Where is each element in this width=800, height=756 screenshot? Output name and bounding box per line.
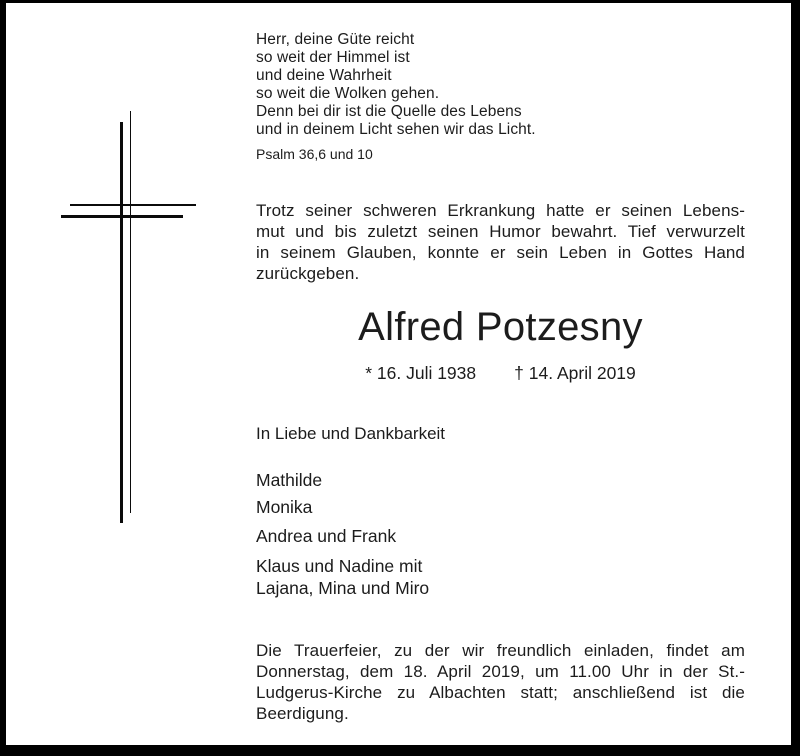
intro-line: zurückgeben. — [256, 264, 360, 283]
intro-line: Trotz seiner schweren Erkrankung hatte er seinen Lebens- — [256, 201, 745, 220]
psalm-citation: Psalm 36,6 und 10 — [256, 146, 373, 162]
deceased-name: Alfred Potzesny — [358, 305, 643, 349]
cross-horizontal-thin-line — [70, 204, 196, 206]
psalm-line: Herr, deine Güte reicht — [256, 31, 415, 48]
intro-line: in seinem Glauben, konnte er sein Leben in Gottes Hand — [256, 243, 745, 262]
intro-paragraph — [256, 200, 745, 284]
birth-date: * 16. Juli 1938 — [365, 363, 477, 383]
psalm-quote — [256, 31, 536, 139]
psalm-line: so weit der Himmel ist — [256, 49, 410, 66]
intro-line: mut und bis zuletzt seinen Humor bewahrt. Tief verwurzelt — [256, 222, 745, 241]
funeral-line: Donnerstag, dem 18. April 2019, um 11.00 Uhr in der St.- — [256, 662, 745, 681]
funeral-line: Beerdigung. — [256, 704, 349, 723]
cross-horizontal-thick-line — [61, 215, 183, 218]
mourner-list — [256, 471, 429, 597]
mourner-line: Andrea und Frank — [256, 526, 397, 546]
mourner-line: Klaus und Nadine mit — [256, 556, 423, 576]
funeral-line: Die Trauerfeier, zu der wir freundlich einladen, findet am — [256, 641, 745, 660]
psalm-line: so weit die Wolken gehen. — [256, 85, 440, 102]
death-date: † 14. April 2019 — [514, 363, 636, 383]
psalm-line: Denn bei dir ist die Quelle des Lebens — [256, 103, 522, 120]
funeral-line: Ludgerus-Kirche zu Albachten statt; anschließend ist die — [256, 683, 745, 702]
farewell-line: In Liebe und Dankbarkeit — [256, 424, 446, 443]
mourner-line: Mathilde — [256, 470, 323, 490]
mourner-line: Lajana, Mina und Miro — [256, 578, 430, 598]
psalm-line: und deine Wahrheit — [256, 67, 392, 84]
cross-vertical-thin-line — [130, 111, 132, 513]
psalm-line: und in deinem Licht sehen wir das Licht. — [256, 121, 536, 138]
funeral-details-paragraph — [256, 640, 745, 724]
life-dates — [256, 363, 745, 384]
mourner-line: Monika — [256, 497, 313, 517]
cross-vertical-thick-line — [120, 122, 123, 523]
